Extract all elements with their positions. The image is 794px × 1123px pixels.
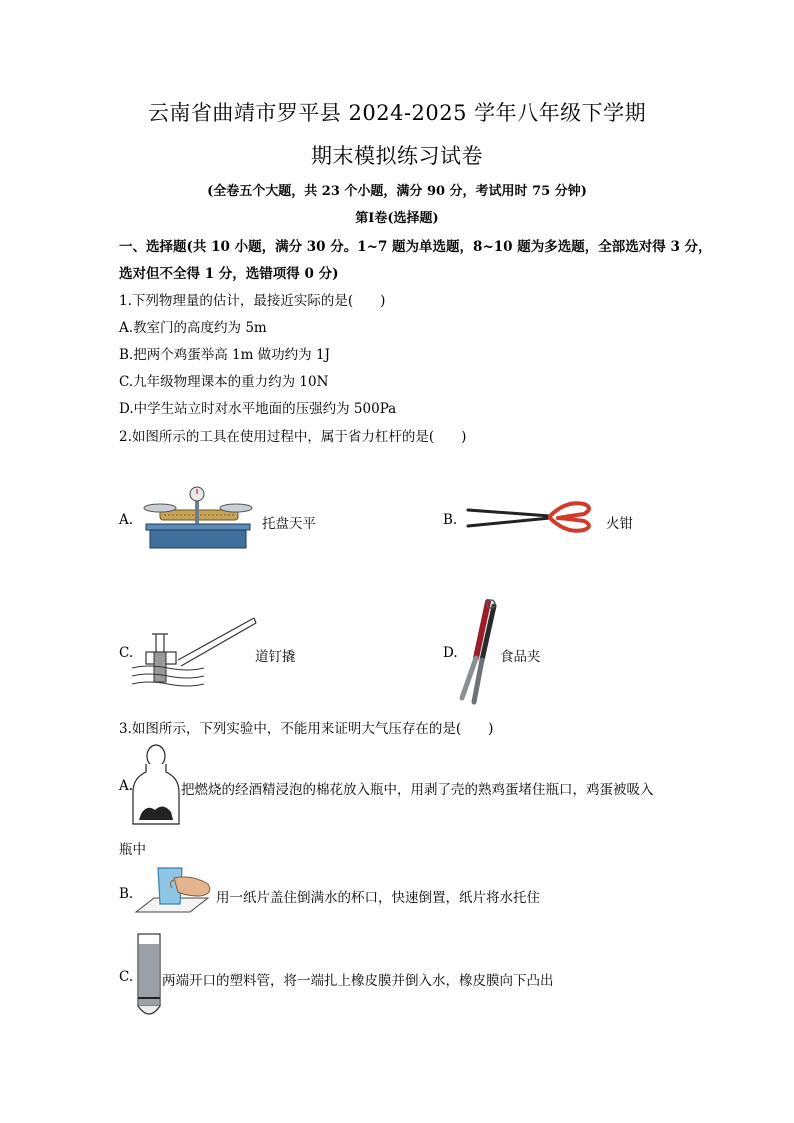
- question-2-option-c-label: 道钉撬: [255, 649, 296, 665]
- section-instruction-line2: 选对但不全得 1 分，选错项得 0 分): [119, 266, 339, 282]
- exam-title-line2: 期末模拟练习试卷: [311, 144, 483, 168]
- question-3-option-a-text-cont: 瓶中: [119, 842, 146, 858]
- question-1-option-c: C.九年级物理课本的重力约为 10N: [119, 374, 329, 390]
- spike-crowbar-icon: [128, 612, 260, 692]
- balance-scale-icon: [138, 486, 256, 552]
- plastic-tube-icon: [134, 932, 164, 1022]
- question-2-option-d-label: 食品夹: [500, 649, 541, 665]
- question-3-stem: 3.如图所示，下列实验中，不能用来证明大气压存在的是( ): [119, 721, 494, 737]
- question-3-option-a-text: 把燃烧的经酒精浸泡的棉花放入瓶中，用剥了壳的熟鸡蛋堵住瓶口，鸡蛋被吸入: [181, 782, 654, 798]
- question-3-option-b-text: 用一纸片盖住倒满水的杯口，快速倒置，纸片将水托住: [216, 890, 540, 906]
- question-3-option-c-letter: C.: [119, 969, 134, 985]
- question-1-option-d: D.中学生站立时对水平地面的压强约为 500Pa: [119, 401, 397, 417]
- question-3-option-c-text: 两端开口的塑料管，将一端扎上橡皮膜并倒入水，橡皮膜向下凸出: [162, 973, 554, 989]
- question-1-stem: 1.下列物理量的估计，最接近实际的是( ): [119, 293, 386, 309]
- question-2-option-b-label: 火钳: [606, 516, 633, 532]
- question-3-option-a-letter: A.: [119, 778, 134, 794]
- inverted-cup-icon: [134, 864, 216, 920]
- question-2-option-c-letter: C.: [119, 645, 134, 661]
- question-3-option-b-letter: B.: [119, 886, 134, 902]
- question-2-option-d-letter: D.: [443, 645, 458, 661]
- question-2-option-b-letter: B.: [443, 512, 458, 528]
- question-2-option-a-label: 托盘天平: [262, 516, 316, 532]
- question-2-option-a-letter: A.: [119, 512, 134, 528]
- egg-bottle-icon: [129, 744, 183, 828]
- question-1-option-a: A.教室门的高度约为 5m: [119, 320, 267, 336]
- question-1-option-b: B.把两个鸡蛋举高 1m 做功约为 1J: [119, 347, 330, 363]
- exam-title-line1: 云南省曲靖市罗平县 2024-2025 学年八年级下学期: [147, 101, 647, 125]
- fire-tongs-icon: [462, 496, 594, 538]
- exam-info: (全卷五个大题，共 23 个小题，满分 90 分，考试用时 75 分钟): [207, 184, 587, 199]
- food-tongs-icon: [452, 598, 502, 708]
- question-2-stem: 2.如图所示的工具在使用过程中，属于省力杠杆的是( ): [119, 429, 467, 445]
- volume-title: 第Ⅰ卷(选择题): [355, 211, 439, 226]
- section-instruction-line1: 一、选择题(共 10 小题，满分 30 分。1~7 题为单选题，8~10 题为多选题，全部选对得 3 分，: [119, 239, 712, 255]
